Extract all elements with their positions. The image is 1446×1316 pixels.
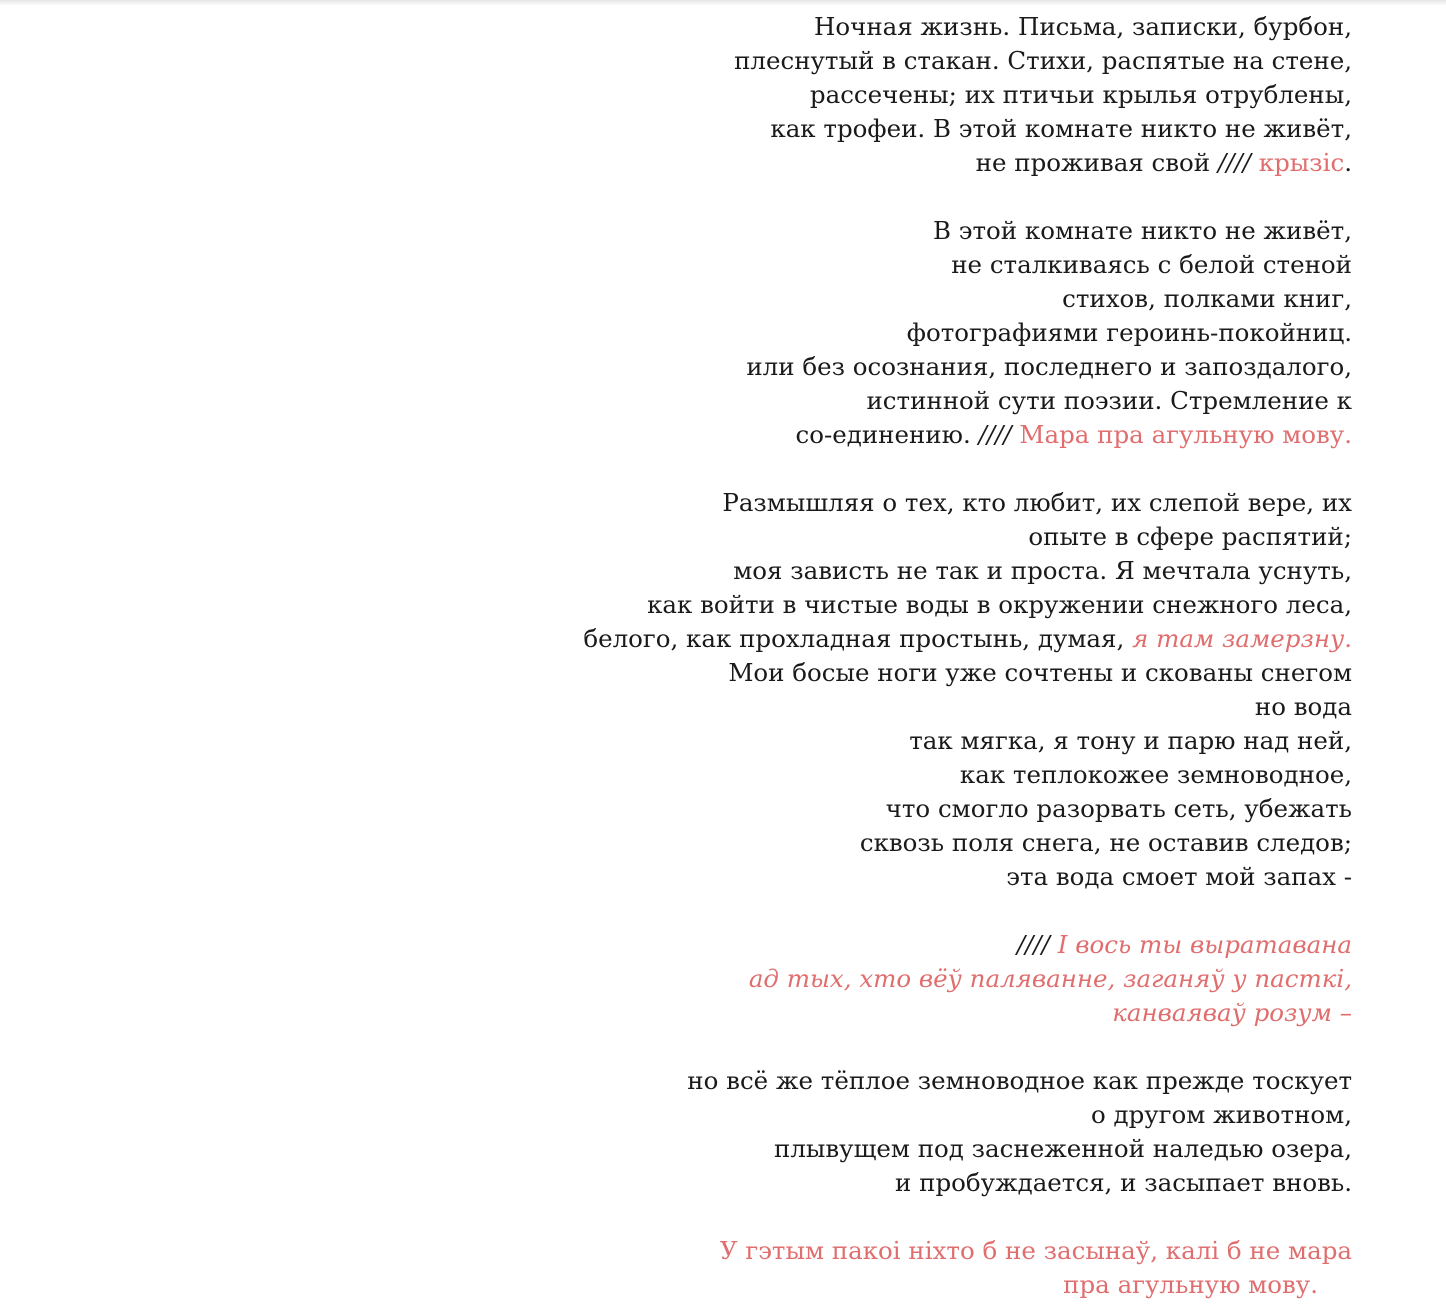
slash-marker: //// [1217, 148, 1251, 177]
stanza-6 [452, 1234, 1352, 1302]
line-punct: . [1344, 148, 1352, 177]
top-edge-shadow [0, 0, 1446, 6]
poem-line: фотографиями героинь-покойниц. [906, 318, 1352, 347]
poem-line: Ночная жизнь. Письма, записки, бурбон, [814, 12, 1352, 41]
line-text: не проживая свой [975, 148, 1211, 177]
poem-line: эта вода смоет мой запах - [1006, 862, 1352, 891]
poem-line: рассечены; их птичьи крылья отрублены, [809, 80, 1352, 109]
poem-line: опыте в сфере распятий; [1028, 522, 1352, 551]
poem-line [452, 146, 1352, 180]
accent-word: крызіс [1258, 148, 1345, 177]
poem-line: истинной сути поэзии. Стремление к [866, 386, 1352, 415]
stanza-5 [452, 1064, 1352, 1200]
poem-line: моя зависть не так и проста. Я мечтала уснуть, [733, 556, 1352, 585]
poem-line: что смогло разорвать сеть, убежать [885, 794, 1352, 823]
poem-line: ад тых, хто вёў паляванне, заганяў у пасткі, [748, 964, 1352, 993]
poem-line: но всё же тёплое земноводное как прежде тоскует [687, 1066, 1352, 1095]
accent-phrase: Мара пра агульную мову. [1019, 420, 1352, 449]
poem-line: не сталкиваясь с белой стеной [951, 250, 1352, 279]
poem-line: сквозь поля снега, не оставив следов; [859, 828, 1352, 857]
poem-line: так мягка, я тону и парю над ней, [909, 726, 1352, 755]
accent-phrase: І вось ты выратавана [1057, 930, 1352, 959]
poem-line: Мои босые ноги уже сочтены и скованы снегом [728, 658, 1352, 687]
poem-line: У гэтым пакоі ніхто б не засынаў, калі б не мара [719, 1236, 1352, 1265]
poem-line: и пробуждается, и засыпает вновь. [895, 1168, 1352, 1197]
poem-line: стихов, полками книг, [1062, 284, 1352, 313]
poem-line: плывущем под заснеженной наледью озера, [774, 1134, 1352, 1163]
line-text: белого, как прохладная простынь, думая, [583, 624, 1125, 653]
poem-line [452, 622, 1352, 656]
line-text: со-единению. [795, 420, 971, 449]
poem-line: канваяваў розум – [1112, 998, 1352, 1027]
slash-marker: //// [978, 420, 1012, 449]
poem-line: Размышляя о тех, кто любит, их слепой вере, их [722, 488, 1352, 517]
poem-line: плеснутый в стакан. Стихи, распятые на стене, [734, 46, 1352, 75]
poem-line: пра агульную мову. [1063, 1270, 1318, 1299]
stanza-3 [452, 486, 1352, 894]
accent-phrase: я там замерзну. [1132, 624, 1352, 653]
poem-line [452, 418, 1352, 452]
poem-line: В этой комнате никто не живёт, [932, 216, 1352, 245]
poem-body [452, 10, 1352, 1316]
poem-line [452, 928, 1352, 962]
slash-marker: //// [1016, 930, 1050, 959]
poem-line: как теплокожее земноводное, [959, 760, 1352, 789]
stanza-2 [452, 214, 1352, 452]
poem-line: но вода [1254, 692, 1352, 721]
stanza-1 [452, 10, 1352, 180]
poem-line: как трофеи. В этой комнате никто не живёт, [770, 114, 1352, 143]
poem-line: о другом животном, [1090, 1100, 1352, 1129]
poem-line: как войти в чистые воды в окружении снежного леса, [647, 590, 1352, 619]
stanza-4 [452, 928, 1352, 1030]
poem-line: или без осознания, последнего и запоздалого, [746, 352, 1352, 381]
